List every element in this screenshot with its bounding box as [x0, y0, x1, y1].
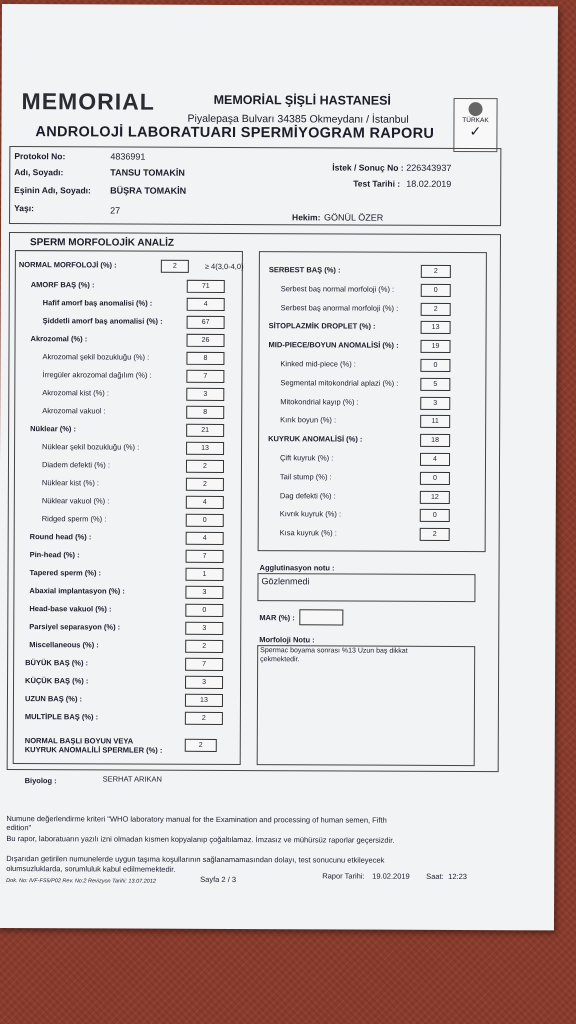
left-row-value: 21: [186, 424, 224, 437]
test-date: 18.02.2019: [406, 178, 452, 189]
left-row-value: 8: [186, 352, 224, 365]
right-row-value: 18: [420, 434, 450, 447]
right-row-label: Serbest baş anormal morfoloji (%) :: [280, 302, 399, 313]
left-row-value: 4: [186, 532, 224, 545]
left-row-value: 0: [185, 604, 223, 617]
report-page: MEMORIAL MEMORİAL ŞİŞLİ HASTANESİ Piyalepaşa Bulvarı 34385 Okmeydanı / İstanbul ANDROLOJİ LABORATUARI SPERMİYOGRAM RAPORU TÜRKAK ✓ Protokol No: 4836991 Adı, Soyadı: TANSU TOMAKİN Eşinin Adı, Soyadı: BÜŞRA TOMAKİN Yaşı: 27 İstek / Sonuç No : 226343937 Test Tarihi : 18.02.2019 Hekim: GÖNÜL ÖZER SPERM MORFOLOJİK ANALİZ NORMAL MORFOLOJİ (%) : 2 ≥ 4(3,0-4,0) AMORF BAŞ (%) : 71 Hafif amorf baş anomalisi (%) : 4 Şiddetli amorf baş anomalisi (%) : 67 Akrozomal (%) : 26 Akrozomal şekil bozukluğu (%) : 8 İrregüler akrozomal dağılım (%) : 7 Akrozomal kist (%) : 3 Akrozomal vakuol : 8 Nüklear (%) : 21 Nüklear şekil bozukluğu (%) : 13 Diadem defekti (%) : 2 Nüklear kist (%) : 2 Nüklear vakuol (%) : 4 Ridged sperm (%) : 0 Round head (%) : 4 Pin-head (%) : 7 Tapered sperm (%) : 1 Abaxial implantasyon (%) : 3 Head-base vakuol (%) : 0 Parsiyel separasyon (%) : 3 Miscellaneous (%) : 2 BÜYÜK BAŞ (%) : 7 KÜÇÜK BAŞ (%) : 3 UZUN BAŞ (%) : 13 MULTİPLE BAŞ (%) : 2 NORMAL BAŞLI BOYUN VEYA KUYRUK ANOMALİLİ SPERMLER (%) : 2 SERBEST BAŞ (%) : 2 Serbest baş normal morfoloji (%) : 0 Serbest baş anormal morfoloji (%) : 2 SİTOPLAZMİK DROPLET (%) : 13 MID-PIECE/BOYUN ANOMALİSİ (%) : 19 Kinked mid-piece (%) : 0 Segmental mitokondrial aplazi (%) : 5 Mitokondrial kayıp (%) : 3 Kırık boyun (%) : 11 KUYRUK ANOMALİSİ (%) : 18 Çift kuyruk (%) : 4 Tail stump (%) : 0 Dag defekti (%) : 12 Kıvrık kuyruk (%) : 0 Kısa kuyruk (%) : 2 Agglutinasyon notu : Gözlenmedi MAR (%) : Morfoloji Notu : Spermac boyama sonrası %13 Uzun baş dikkat çekmektedir. Biyolog : SERHAT ARIKAN Numune değerlendirme kriteri "WHO laboratory manual for the Examination and processing of human semen, Fifth edition" Bu rapor, laboratuarın yazılı izni olmadan kısmen kopyalanıp çoğaltılamaz. İmzasız ve mühürsüz raporlar geçersizdir. Dışarıdan getirilen numunelerde uygun taşıma koşullarının sağlanamamasından dolayı, test sonucunu etkileyecek olumsuzluklarda, sorumluluk kabul edilmemektedir. Dok. No: IVF-FS5/P02 Rev. No:2 Revizyon Tarihi: 13.07.2012 Sayfa 2 / 3 Rapor Tarihi: 19.02.2019 Saat: 12:23: [0, 4, 558, 930]
left-row-label: Hafif amorf baş anomalisi (%) :: [42, 298, 153, 308]
right-row-label: SİTOPLAZMİK DROPLET (%) :: [268, 321, 376, 332]
left-row-value: 67: [187, 316, 225, 329]
section-title: SPERM MORFOLOJİK ANALİZ: [29, 237, 175, 249]
spouse-name: BÜŞRA TOMAKİN: [110, 185, 187, 196]
agglutination-label: Agglutinasyon notu :: [259, 563, 335, 573]
right-row-label: MID-PIECE/BOYUN ANOMALİSİ (%) :: [268, 340, 399, 350]
left-row-label: Akrozomal kist (%) :: [42, 388, 110, 398]
morphology-note-label: Morfoloji Notu :: [259, 635, 315, 645]
report-date: 19.02.2019: [372, 871, 410, 881]
report-time: 12:23: [448, 871, 467, 882]
left-row-value: 1: [185, 568, 223, 581]
left-row-label: Tapered sperm (%) :: [29, 568, 102, 578]
patient-name: TANSU TOMAKİN: [110, 167, 185, 178]
turkak-badge: TÜRKAK ✓: [453, 98, 497, 152]
left-row-label: Miscellaneous (%) :: [29, 640, 99, 650]
left-row-value: 8: [186, 406, 224, 419]
right-row-label: Dag defekti (%) :: [279, 490, 336, 501]
left-row-value: 7: [186, 550, 224, 563]
left-row-value: 26: [187, 334, 225, 347]
right-row-label: Kısa kuyruk (%) :: [279, 528, 337, 538]
request-number: 226343937: [406, 162, 452, 173]
right-row-label: Çift kuyruk (%) :: [280, 453, 334, 463]
normal-morphology-ref: ≥ 4(3,0-4,0): [204, 261, 244, 272]
left-row-value: 13: [185, 694, 223, 707]
neck-tail-anomaly-value: 2: [185, 739, 217, 752]
left-row-label: Nüklear şekil bozukluğu (%) :: [42, 442, 140, 452]
left-row-label: Akrozomal (%) :: [30, 334, 88, 344]
left-row-label: Head-base vakuol (%) :: [29, 604, 112, 614]
right-row-label: SERBEST BAŞ (%) :: [268, 265, 341, 275]
left-row-value: 3: [185, 586, 223, 599]
left-row-value: 71: [187, 280, 225, 293]
left-row-label: Şiddetli amorf baş anomalisi (%) :: [42, 316, 163, 326]
left-row-value: 4: [186, 496, 224, 509]
right-row-value: 0: [420, 472, 450, 485]
right-row-value: 0: [420, 509, 450, 522]
right-row-value: 12: [420, 490, 450, 503]
left-row-value: 3: [185, 676, 223, 689]
turkak-emblem-icon: [469, 102, 483, 116]
page-number: Sayfa 2 / 3: [200, 874, 237, 885]
left-row-label: UZUN BAŞ (%) :: [24, 694, 83, 704]
biologist-name: SERHAT ARIKAN: [102, 774, 162, 784]
right-row-label: KUYRUK ANOMALİSİ (%) :: [268, 434, 363, 444]
left-row-value: 3: [186, 388, 224, 401]
left-row-value: 2: [185, 712, 223, 725]
protocol-number: 4836991: [110, 151, 146, 162]
document-number: Dok. No: IVF-FS5/P02 Rev. No:2 Revizyon Tarihi: 13.07.2012: [6, 878, 156, 885]
left-row-label: Pin-head (%) :: [29, 550, 80, 560]
left-row-label: Akrozomal şekil bozukluğu (%) :: [42, 352, 150, 362]
left-row-label: Ridged sperm (%) :: [41, 514, 107, 524]
normal-morphology-label: NORMAL MORFOLOJİ (%) :: [18, 260, 117, 270]
right-row-value: 0: [421, 284, 451, 297]
left-row-label: MULTİPLE BAŞ (%) :: [24, 712, 99, 722]
right-row-label: Mitokondrial kayıp (%) :: [280, 396, 359, 407]
right-row-value: 3: [420, 396, 450, 409]
left-row-label: Abaxial implantasyon (%) :: [29, 586, 125, 596]
right-row-value: 4: [420, 453, 450, 466]
left-row-label: BÜYÜK BAŞ (%) :: [25, 658, 89, 668]
right-row-label: Kıvrık kuyruk (%) :: [279, 509, 342, 519]
left-row-value: 7: [185, 658, 223, 671]
left-row-label: AMORF BAŞ (%) :: [30, 280, 95, 290]
left-row-label: Nüklear vakuol (%) :: [41, 496, 110, 506]
right-row-value: 19: [420, 340, 450, 353]
left-row-label: Round head (%) :: [29, 532, 92, 542]
left-row-value: 2: [186, 478, 224, 491]
mar-value: [299, 609, 343, 625]
checkmark-icon: ✓: [469, 123, 482, 140]
left-row-value: 2: [186, 460, 224, 473]
left-row-label: Parsiyel separasyon (%) :: [29, 622, 121, 632]
normal-morphology-value: 2: [161, 260, 189, 273]
right-row-value: 5: [420, 378, 450, 391]
right-row-value: 13: [421, 321, 451, 334]
right-row-value: 2: [420, 528, 450, 541]
left-row-value: 7: [186, 370, 224, 383]
left-row-label: KÜÇÜK BAŞ (%) :: [25, 676, 89, 686]
right-row-label: Kırık boyun (%) :: [280, 415, 337, 425]
right-row-label: Kinked mid-piece (%) :: [280, 359, 356, 369]
hospital-name: MEMORİAL ŞİŞLİ HASTANESİ: [213, 92, 391, 108]
left-row-value: 2: [185, 640, 223, 653]
right-row-label: Segmental mitokondrial aplazi (%) :: [280, 378, 399, 388]
hospital-address: Piyalepaşa Bulvarı 34385 Okmeydanı / İstanbul: [187, 112, 409, 126]
patient-age: 27: [110, 205, 121, 216]
memorial-logo: MEMORIAL: [21, 88, 155, 115]
right-row-value: 2: [421, 265, 451, 278]
patient-info-box: Protokol No: 4836991 Adı, Soyadı: TANSU TOMAKİN Eşinin Adı, Soyadı: BÜŞRA TOMAKİN Yaşı: 27 İstek / Sonuç No : 226343937 Test Tarihi : 18.02.2019 Hekim: GÖNÜL ÖZER: [9, 146, 501, 226]
right-row-label: Serbest baş normal morfoloji (%) :: [280, 284, 395, 294]
right-row-value: 11: [420, 415, 450, 428]
right-row-value: 0: [420, 359, 450, 372]
biologist-label: Biyolog :: [24, 776, 57, 786]
left-row-value: 3: [185, 622, 223, 635]
left-row-value: 4: [187, 298, 225, 311]
doctor-name: GÖNÜL ÖZER: [324, 212, 384, 223]
report-title: ANDROLOJİ LABORATUARI SPERMİYOGRAM RAPORU: [35, 124, 435, 142]
mar-label: MAR (%) :: [259, 613, 295, 623]
right-row-label: Tail stump (%) :: [279, 472, 332, 482]
left-row-value: 13: [186, 442, 224, 455]
left-row-label: İrregüler akrozomal dağılım (%) :: [42, 370, 152, 380]
left-row-label: Nüklear (%) :: [30, 424, 77, 434]
right-row-value: 2: [421, 302, 451, 315]
left-row-label: Nüklear kist (%) :: [41, 478, 100, 488]
left-row-label: Diadem defekti (%) :: [41, 460, 110, 470]
agglutination-value: Gözlenmedi: [261, 576, 310, 587]
left-row-value: 0: [186, 514, 224, 527]
agglutination-box: [257, 573, 475, 602]
left-row-label: Akrozomal vakuol :: [42, 406, 106, 416]
morphology-note-box: Spermac boyama sonrası %13 Uzun baş dikkat çekmektedir.: [257, 645, 476, 766]
